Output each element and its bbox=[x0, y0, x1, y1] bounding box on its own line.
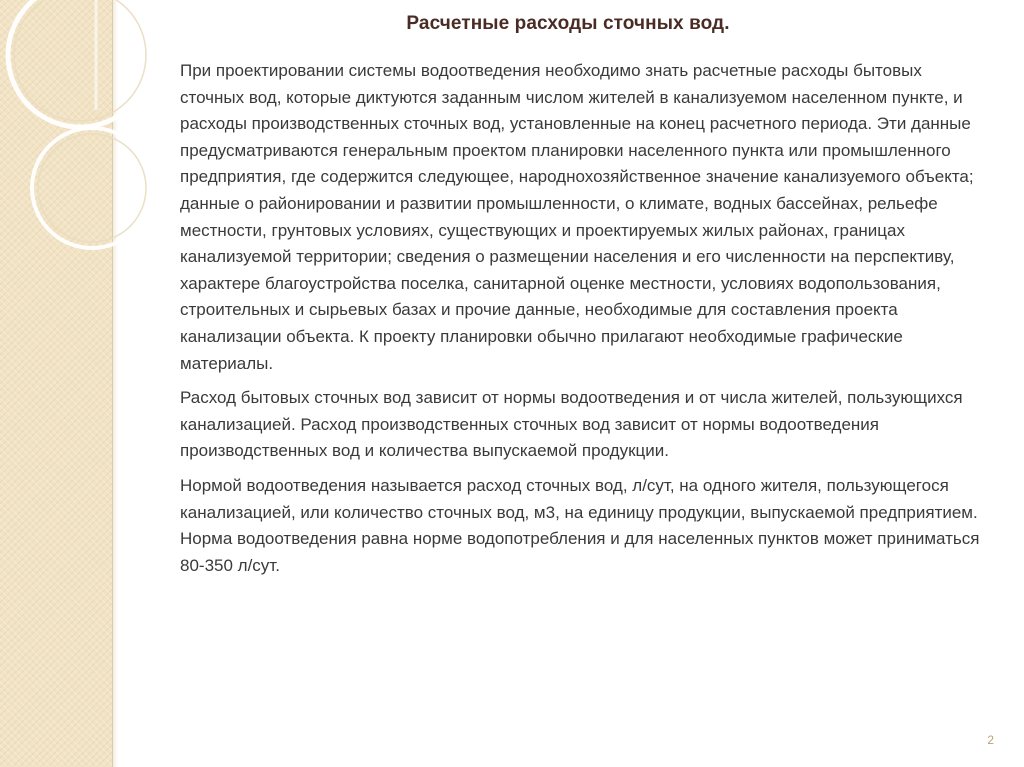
slide-body bbox=[180, 58, 990, 587]
decorative-circle-small bbox=[32, 128, 152, 248]
page-number: 2 bbox=[987, 733, 994, 747]
decorative-circle-small-inner bbox=[38, 134, 146, 242]
paragraph-3: Нормой водоотведения называется расход сточных вод, л/сут, на одного жителя, пользующегося канализацией, или количество сточных вод, м3, на единицу продукции, выпускаемой предприятием. Норма водоотведения равна норме водопотребления и для населенных пунктов может приниматься 80-350 л/сут. bbox=[180, 475, 980, 575]
slide-title: Расчетные расходы сточных вод. bbox=[406, 13, 730, 34]
paragraph-2: Расход бытовых сточных вод зависит от нормы водоотведения и от числа жителей, пользующихся канализацией. Расход производственных сточных вод зависит от нормы водоотведения производственных вод и количества выпускаемой продукции. bbox=[180, 388, 963, 461]
paragraph-1: При проектировании системы водоотведения необходимо знать расчетные расходы бытовых сточных вод, которые диктуются заданным числом жителей в канализуемом населенном пункте, и расходы производственных сточных вод, установленные на конец расчетного периода. Эти данные предусматриваются генеральным проектом планировки населенного пункта или промышленного предприятия, где содержится следующее, народнохозяйственное значение канализуемого объекта; данные о районировании и развитии промышленности, о климате, водных бассейнах, рельефе местности, грунтовых условиях, существующих и проектируемых жилых районах, границах канализуемой территории; сведения о размещении населения и его численности на перспективу, характере благоустройства поселка, санитарной оценке местности, условиях водопользования, строительных и сырьевых базах и прочие данные, необходимые для составления проекта канализации объекта. К проекту планировки обычно прилагают необходимые графические материалы. bbox=[180, 61, 974, 373]
